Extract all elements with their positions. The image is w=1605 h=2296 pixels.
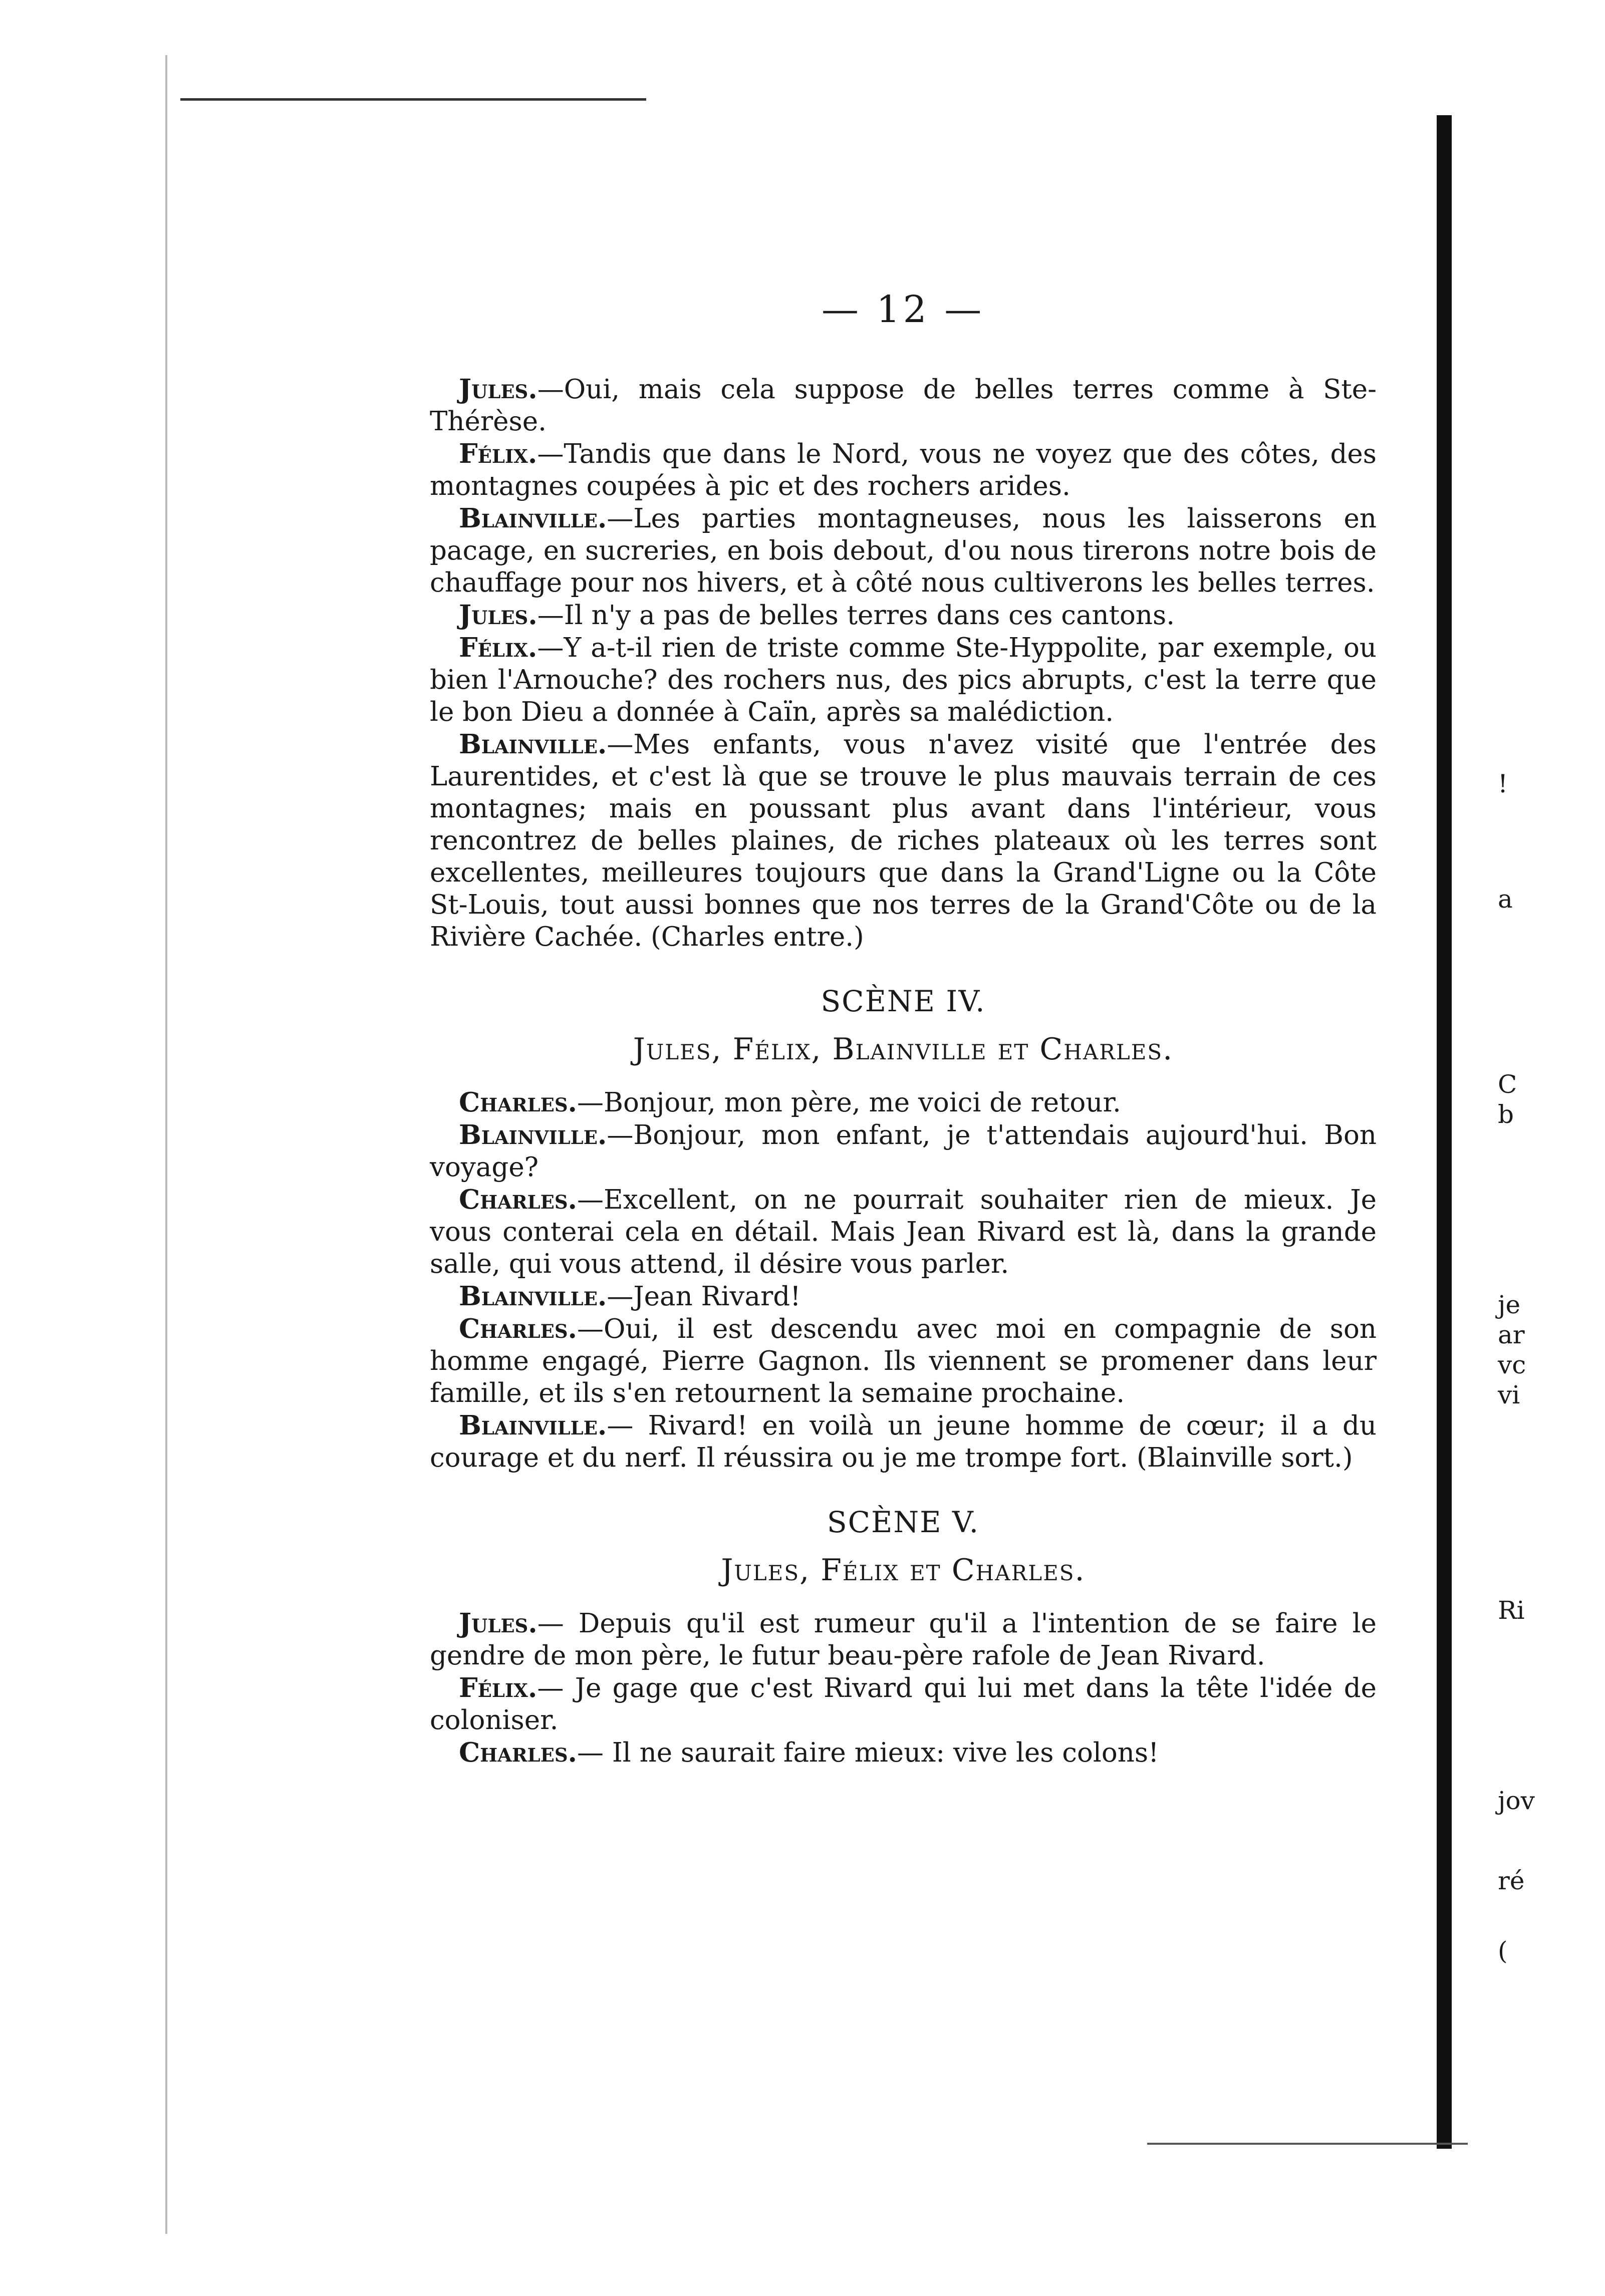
scene-cast-list: Jules, Félix et Charles.: [721, 1553, 1086, 1588]
bottom-scan-rule: [1147, 2143, 1468, 2145]
speaker-name: Félix.: [459, 632, 538, 663]
speech-text: — Je gage que c'est Rivard qui lui met dans la tête l'idée de coloniser.: [430, 1673, 1377, 1736]
speaker-name: Charles.: [459, 1087, 577, 1118]
page-number: — 12 —: [822, 288, 985, 331]
page-text: [430, 373, 1377, 1769]
margin-fragment: a: [1498, 885, 1513, 914]
speech-text: —Les parties montagneuses, nous les laisserons en pacage, en sucreries, en bois debout, d'ou nous tirerons notre bois de chauffage pour nos hivers, et à côté nous cultiverons les belles terres.: [430, 503, 1377, 598]
margin-fragment: !: [1498, 769, 1508, 798]
speech: [430, 1313, 1377, 1409]
scene-heading: SCÈNE IV.: [821, 984, 986, 1018]
margin-fragment: C: [1498, 1070, 1517, 1099]
speech-text: —Tandis que dans le Nord, vous ne voyez que des côtes, des montagnes coupées à pic et des rochers arides.: [430, 439, 1377, 501]
speaker-name: Blainville.: [459, 503, 607, 534]
margin-fragment: b: [1498, 1100, 1514, 1129]
speech-text: —Y a-t-il rien de triste comme Ste-Hyppolite, par exemple, ou bien l'Arnouche? des rochers nus, des pics abrupts, c'est la terre que le bon Dieu a donnée à Caïn, après sa malédiction.: [430, 633, 1377, 727]
margin-fragment: jov: [1498, 1786, 1535, 1815]
speaker-name: Jules.: [459, 600, 538, 631]
speech-text: —Mes enfants, vous n'avez visité que l'entrée des Laurentides, et c'est là que se trouve le plus mauvais terrain de ces montagnes; mais en poussant plus avant dans l'intérieur, vous rencontrez de belles plaines, de riches plateaux où les terres sont excellentes, meilleures toujours que dans la Grand'Ligne ou la Côte St-Louis, tout aussi bonnes que nos terres de la Grand'Côte ou de la Rivière Cachée. (Charles entre.): [430, 729, 1377, 952]
speaker-name: Charles.: [459, 1313, 577, 1344]
scene-cast-list: Jules, Félix, Blainville et Charles.: [633, 1032, 1174, 1067]
speech: [430, 599, 1377, 632]
left-page-edge: [165, 55, 167, 2234]
speech-text: —Bonjour, mon père, me voici de retour.: [577, 1087, 1121, 1118]
speech-text: —Excellent, on ne pourrait souhaiter rien de mieux. Je vous conterai cela en détail. Mais Jean Rivard est là, dans la grande salle, qui vous attend, il désire vous parler.: [430, 1185, 1377, 1279]
speech-text: — Depuis qu'il est rumeur qu'il a l'intention de se faire le gendre de mon père, le futur beau-père rafole de Jean Rivard.: [430, 1608, 1377, 1671]
speech: [430, 1409, 1377, 1474]
scene-heading: SCÈNE V.: [827, 1505, 980, 1539]
speaker-name: Jules.: [459, 374, 538, 405]
speech: [430, 1184, 1377, 1280]
speech: [430, 632, 1377, 728]
speaker-name: Félix.: [459, 438, 538, 469]
margin-fragment: ar: [1498, 1320, 1525, 1349]
speech: [430, 728, 1377, 953]
speech: [430, 438, 1377, 502]
margin-fragment: je: [1498, 1290, 1521, 1319]
speaker-name: Charles.: [459, 1184, 577, 1215]
speech: [430, 1280, 1377, 1313]
speech: [430, 1672, 1377, 1737]
margin-fragment: vi: [1498, 1380, 1520, 1409]
speech: [430, 1607, 1377, 1672]
speaker-name: Charles.: [459, 1737, 577, 1768]
speaker-name: Jules.: [459, 1608, 538, 1639]
speaker-name: Blainville.: [459, 1119, 607, 1151]
speech-text: —Il n'y a pas de belles terres dans ces cantons.: [537, 600, 1175, 631]
speaker-name: Blainville.: [459, 1410, 607, 1441]
margin-fragment: vc: [1498, 1350, 1526, 1379]
speaker-name: Blainville.: [459, 729, 607, 760]
speaker-name: Blainville.: [459, 1281, 607, 1312]
speech: [430, 373, 1377, 438]
speech-text: —Jean Rivard!: [607, 1281, 801, 1312]
speech-text: — Rivard! en voilà un jeune homme de cœur; il a du courage et du nerf. Il réussira ou je me trompe fort. (Blainville sort.): [430, 1410, 1377, 1473]
speech-text: —Oui, il est descendu avec moi en compagnie de son homme engagé, Pierre Gagnon. Ils viennent se promener dans leur famille, et ils s'en retournent la semaine prochaine.: [430, 1314, 1377, 1408]
speech-text: —Bonjour, mon enfant, je t'attendais aujourd'hui. Bon voyage?: [430, 1120, 1377, 1183]
speech-text: —Oui, mais cela suppose de belles terres comme à Ste-Thérèse.: [430, 374, 1377, 437]
speech-text: — Il ne saurait faire mieux: vive les colons!: [577, 1738, 1159, 1768]
speech: [430, 1737, 1377, 1769]
speech: [430, 1086, 1377, 1119]
margin-fragment: Ri: [1498, 1596, 1525, 1625]
page-binding-edge: [1437, 115, 1452, 2149]
speech: [430, 1119, 1377, 1184]
margin-fragment: (: [1498, 1936, 1508, 1965]
speaker-name: Félix.: [459, 1672, 538, 1703]
top-scan-rule: [180, 98, 646, 101]
margin-fragment: ré: [1498, 1866, 1525, 1895]
speech: [430, 502, 1377, 599]
